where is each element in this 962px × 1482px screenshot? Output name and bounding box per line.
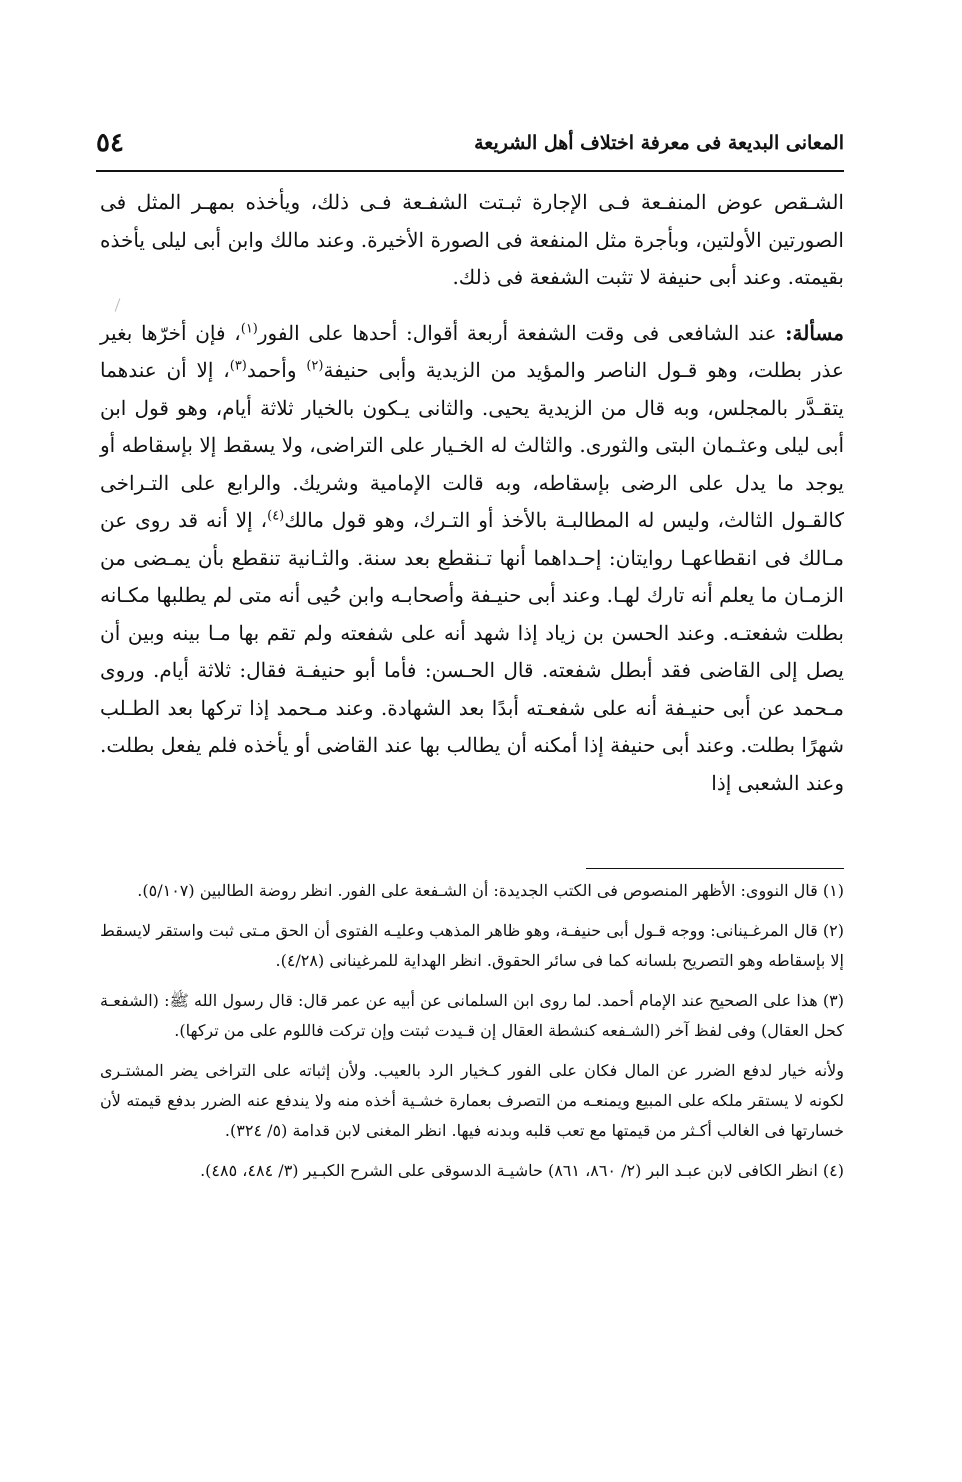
paragraph-2-segment: عند الشافعى فى وقت الشفعة أربعة أقوال: أحدها على الفور bbox=[257, 320, 786, 345]
header-title: المعانى البديعة فى معرفة اختلاف أهل الشريعة bbox=[474, 132, 844, 154]
footnote-ref-3[interactable]: (٣) bbox=[229, 358, 247, 374]
footnote-ref-1[interactable]: (١) bbox=[240, 320, 258, 336]
footnote-ref-4[interactable]: (٤) bbox=[267, 508, 285, 524]
footnote-2: (٢) قال المرغـينانى: ووجه قـول أبى حنيفـة، وهو ظاهر المذهب وعليـه الفتوى أن الحق مـتى ثبت واستقر لايسقط إلا بإسقاطه وهو التصريح بلسانه كما فى سائر الحقوق. انظر الهداية للمرغينانى (٤/٢٨). bbox=[100, 921, 844, 970]
main-text bbox=[100, 184, 844, 802]
page-number: ٥٤ bbox=[96, 128, 124, 158]
footnote-3-continuation: ولأنه خيار لدفع الضرر عن المال فكان على الفور كـخيار الرد بالعيب. ولأن إثباته على التراخى يضر المشتـرى لكونه لا يستقر ملكه على المبيع ويمنعـه من التصرف بعمارة خشـية أخذه منه ولا يندفع عنه الضرر بدفع قيمته لأن خسارتها فى الغالب أكـثر من قيمتها مع تعب قلبه وبدنه فيها. انظر المغنى لابن قدامة (٥/ ٣٢٤). bbox=[100, 1061, 844, 1140]
issue-label: مسألة: bbox=[785, 320, 845, 345]
footnote-4: (٤) انظر الكافى لابن عبـد البر (٢/ ٨٦٠، ٨٦١) حاشيـة الدسوقى على الشرح الكبـير (٣/ ٤٨٤، ٤٨٥). bbox=[200, 1161, 844, 1180]
paragraph-2-segment: ، إلا أنه قد روى عن مـالك فى انقطاعهـا روايتان: إحـداهما أنها تـنقطع بعد سنة. والثـانية تنقطع بأن يمـضى من الزمـان ما يعلم أنه تارك لهـا. وعند أبى حنيـفة وأصحابـه وابن حُيى أنه متى لم يطلبها مكـانه بطلت شفعتـه. وعند الحسن بن زياد إذا شهد أنه على شفعته ولم تقم بها مـا بينه وبين أن يصل إلى القاضى فقد أبطل شفعته. قال الحـسن: فأما أبو حنيفـة فقال: ثلاثة أيام. وروى مـحمد عن أبى حنيـفة أنه على شفعـته أبدًا بعد الشهادة. وعند مـحمد إذا تركها بعد الطـلب شهرًا بطلت. وعند أبى حنيفة إذا أمكنه أن يطالب بها عند القاضى أو يأخذه فلم يفعل بطلت. وعند الشعبى إذا bbox=[100, 508, 844, 795]
footnote-3: (٣) هذا على الصحيح عند الإمام أحمد. لما روى ابن السلمانى عن أبيه عن عمر قال: قال رسول الله ﷺ: (الشفعـة كحل العقال) وفى لفظ آخر (الشـفعه كنشطة العقال إن قـيدت ثبتت وإن تركت فاللوم على من تركها). bbox=[100, 991, 844, 1040]
header-divider bbox=[96, 170, 844, 172]
footnotes bbox=[100, 876, 844, 1196]
paragraph-2-segment: ، إلا أن عندهما يتقـدَّر بالمجلس، وبه قال من الزيدية يحيى. والثانى يـكون بالخيار ثلاثة أيام، وهو قول ابن أبى ليلى وعثـمان البتى والثورى. والثالث له الخـيار على التراضى، ولا يسقط إلا بإسقاطه أو يوجد ما يدل على الرضى بإسقاطه، وبه قالت الإمامية وشريك. والرابع على التـراخى كالقـول الثالث، وليس له المطالبـة بالأخذ أو التـرك، وهو قول مالك bbox=[100, 358, 844, 532]
footnote-ref-2[interactable]: (٢) bbox=[306, 358, 324, 374]
paragraph-1: الشـقص عوض المنفـعة فـى الإجارة ثبـتت الشفـعة فـى ذلك، ويأخذه بمهـر المثل فى الصورتين الأولتين، وبأجرة مثل المنفعة فى الصورة الأخيرة. وعند مالك وابن أبى ليلى يأخذه بقيمته. وعند أبى حنيفة لا تثبت الشفعة فى ذلك. bbox=[100, 190, 844, 289]
paragraph-2-segment: ، فإن أخرّها بغير عذر بطلت، وهو قـول الناصر والمؤيد من الزيدية وأبى حنيفة bbox=[100, 320, 844, 382]
paragraph-2-segment: وأحمد bbox=[246, 358, 307, 382]
paragraph-2 bbox=[100, 315, 844, 803]
footnote-1: (١) قال النووى: الأظهر المنصوص فى الكتب الجديدة: أن الشـفعة على الفور. انظر روضة الطالبين (٥/١٠٧). bbox=[137, 881, 844, 900]
footnote-divider bbox=[586, 868, 844, 869]
running-header bbox=[96, 128, 844, 168]
